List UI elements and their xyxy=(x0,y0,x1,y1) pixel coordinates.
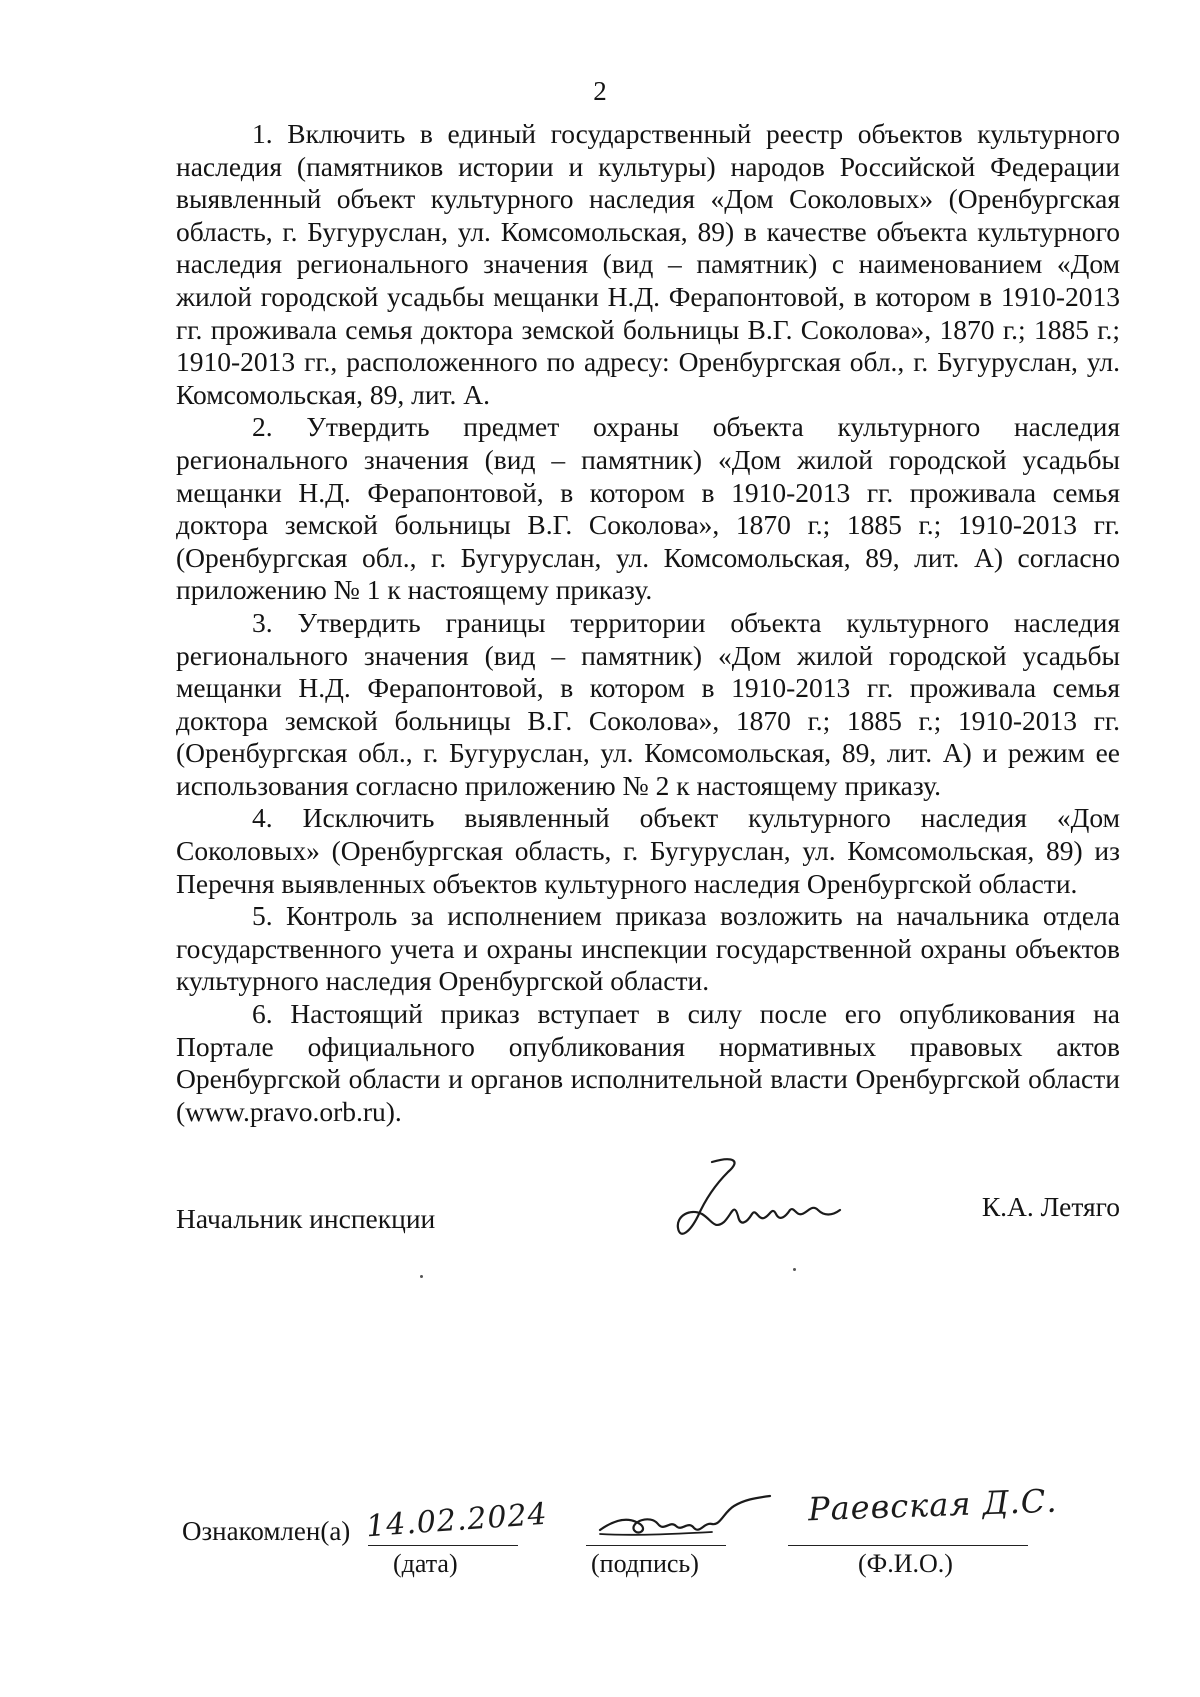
name-caption: (Ф.И.О.) xyxy=(858,1549,953,1578)
handwritten-initials-signature xyxy=(594,1490,784,1550)
scan-speck xyxy=(420,1275,423,1278)
scan-speck xyxy=(793,1268,796,1271)
paragraph-2: 2. Утвердить предмет охраны объекта культурного наследия регионального значения (вид – памятник) «Дом жилой городской усадьбы мещанки Н.Д. Ферапонтовой, в котором в 1910-2013 гг. проживала семья доктора земской больницы В.Г. Соколова», 1870 г.; 1885 г.; 1910-2013 гг. (Оренбургская обл., г. Бугуруслан, ул. Комсомольская, 89, лит. А) согласно приложению № 1 к настоящему приказу. xyxy=(176,411,1120,606)
acknowledgement-label: Ознакомлен(а) xyxy=(182,1516,351,1546)
name-line xyxy=(788,1545,1028,1546)
handwritten-name: Раевская Д.С. xyxy=(807,1481,1059,1529)
paragraph-4: 4. Исключить выявленный объект культурного наследия «Дом Соколовых» (Оренбургская область, г. Бугуруслан, ул. Комсомольская, 89) из Перечня выявленных объектов культурного наследия Оренбургской области. xyxy=(176,802,1120,899)
date-caption: (дата) xyxy=(393,1549,458,1578)
paragraph-3: 3. Утвердить границы территории объекта культурного наследия регионального значения (вид – памятник) «Дом жилой городской усадьбы мещанки Н.Д. Ферапонтовой, в котором в 1910-2013 гг. проживала семья доктора земской больницы В.Г. Соколова», 1870 г.; 1885 г.; 1910-2013 гг. (Оренбургская обл., г. Бугуруслан, ул. Комсомольская, 89, лит. А) и режим ее использования согласно приложению № 2 к настоящему приказу. xyxy=(176,606,1120,801)
paragraph-6: 6. Настоящий приказ вступает в силу после его опубликования на Портале официального опубликования нормативных правовых актов Оренбургской области и органов исполнительной власти Оренбургской области (www.pravo.orb.ru). xyxy=(176,998,1120,1127)
paragraph-5: 5. Контроль за исполнением приказа возложить на начальника отдела государственного учета и охраны инспекции государственной охраны объектов культурного наследия Оренбургской области. xyxy=(176,900,1120,997)
date-line xyxy=(368,1545,518,1546)
handwritten-signature xyxy=(672,1150,862,1260)
signatory-name: К.А. Летяго xyxy=(981,1191,1120,1222)
handwritten-date: 14.02.2024 xyxy=(365,1496,549,1545)
paragraph-1: 1. Включить в единый государственный реестр объектов культурного наследия (памятников истории и культуры) народов Российской Федерации выявленный объект культурного наследия «Дом Соколовых» (Оренбургская область, г. Бугуруслан, ул. Комсомольская, 89) в качестве объекта культурного наследия регионального значения (вид – памятник) с наименованием «Дом жилой городской усадьбы мещанки Н.Д. Ферапонтовой, в котором в 1910-2013 гг. проживала семья доктора земской больницы В.Г. Соколова», 1870 г.; 1885 г.; 1910-2013 гг., расположенного по адресу: Оренбургская обл., г. Бугуруслан, ул. Комсомольская, 89, лит. А. xyxy=(176,118,1120,410)
order-body xyxy=(176,118,1120,1128)
page-number: 2 xyxy=(593,76,607,106)
signatory-position: Начальник инспекции xyxy=(176,1203,436,1234)
signature-caption: (подпись) xyxy=(591,1549,699,1578)
signature-line xyxy=(586,1545,726,1546)
